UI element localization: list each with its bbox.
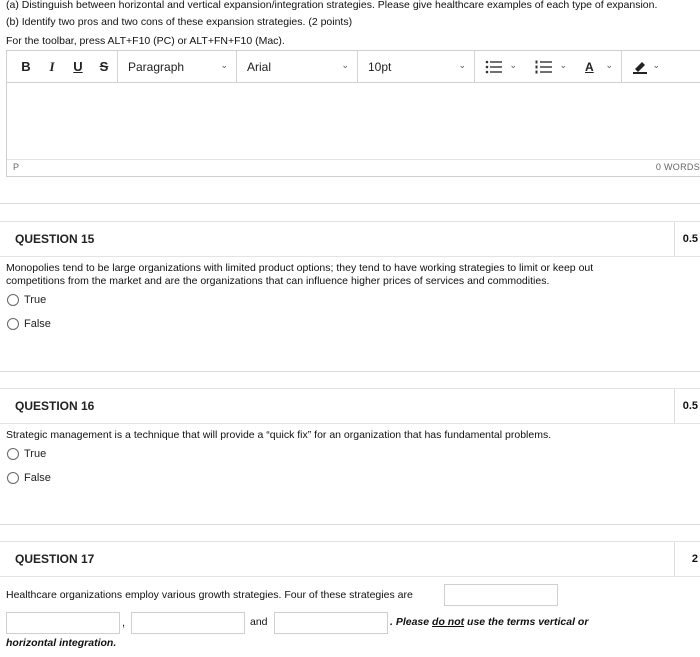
font-size-select[interactable] — [358, 51, 474, 82]
blank-input-3[interactable] — [131, 612, 245, 634]
note-suffix: use the terms vertical or — [464, 616, 589, 628]
bullet-list-icon — [485, 60, 503, 74]
question-15-header — [0, 221, 700, 257]
chevron-down-icon: ⌄ — [220, 60, 228, 70]
instruction-note — [390, 616, 588, 628]
question-title: QUESTION 15 — [15, 232, 95, 246]
blank-input-4[interactable] — [274, 612, 388, 634]
bold-button[interactable]: B — [21, 59, 31, 74]
font-select[interactable] — [237, 51, 357, 82]
instruction-note-line2: horizontal integration. — [6, 637, 117, 649]
paragraph-select[interactable] — [118, 51, 236, 82]
chevron-down-icon: ⌄ — [458, 60, 466, 70]
text-color-icon: A — [585, 59, 594, 74]
option-true[interactable] — [7, 294, 46, 306]
toolbar-hint: For the toolbar, press ALT+F10 (PC) or ALT+FN+F10 (Mac). — [6, 35, 285, 47]
highlight-color-button[interactable] — [622, 51, 668, 82]
comma-text: , — [122, 617, 126, 629]
divider — [0, 371, 700, 372]
chevron-down-icon: ⌄ — [605, 60, 613, 70]
option-false[interactable] — [7, 472, 51, 484]
editor-statusbar — [7, 159, 700, 176]
word-count: 0 WORDS — [655, 162, 700, 172]
bullet-list-button[interactable] — [475, 51, 525, 82]
paragraph-select-value: Paragraph — [128, 59, 185, 74]
option-label: True — [24, 448, 47, 460]
chevron-down-icon: ⌄ — [559, 60, 567, 70]
font-size-select-value: 10pt — [368, 59, 392, 74]
element-path: P — [13, 162, 20, 172]
numbered-list-icon — [535, 60, 553, 74]
note-underlined: do not — [432, 616, 465, 628]
option-true[interactable] — [7, 448, 46, 460]
option-false[interactable] — [7, 318, 51, 330]
option-label: True — [24, 294, 47, 306]
editor-text-area[interactable] — [7, 83, 700, 159]
points-badge: 0.5 — [674, 389, 700, 423]
blank-input-1[interactable] — [444, 584, 558, 606]
blank-input-2[interactable] — [6, 612, 120, 634]
question-title: QUESTION 17 — [15, 552, 95, 566]
option-label: False — [24, 318, 51, 330]
radio-button[interactable] — [7, 294, 19, 306]
note-prefix: . Please — [390, 616, 433, 628]
chevron-down-icon: ⌄ — [652, 60, 660, 70]
question-title: QUESTION 16 — [15, 399, 95, 413]
question-16-header — [0, 388, 700, 424]
divider — [0, 203, 700, 204]
question-17-header — [0, 541, 700, 577]
chevron-down-icon: ⌄ — [341, 60, 349, 70]
option-label: False — [24, 472, 51, 484]
radio-button[interactable] — [7, 472, 19, 484]
highlighter-icon — [632, 60, 648, 74]
text-color-button[interactable] — [575, 51, 621, 82]
question-15-text: Monopolies tend to be large organizations with limited product options; they tend to have working strategies to limit or keep out competitions from the market and are the organizations that can influence higher prices of services and commodities. — [6, 262, 594, 287]
divider — [0, 524, 700, 525]
question-16-text: Strategic management is a technique that will provide a “quick fix” for an organization that has fundamental problems. — [6, 429, 552, 441]
numbered-list-button[interactable] — [525, 51, 575, 82]
question-17-text: Healthcare organizations employ various growth strategies. Four of these strategies are — [6, 589, 413, 601]
points-badge: 2 — [674, 542, 700, 576]
and-text: and — [250, 616, 268, 628]
italic-button[interactable]: I — [49, 58, 55, 74]
radio-button[interactable] — [7, 448, 19, 460]
points-badge: 0.5 — [674, 222, 700, 256]
answer-editor — [6, 50, 700, 177]
strikethrough-button[interactable]: S — [99, 59, 109, 74]
underline-button[interactable]: U — [73, 59, 83, 74]
font-select-value: Arial — [247, 59, 272, 74]
editor-toolbar — [7, 51, 700, 83]
instruction-line-b: (b) Identify two pros and two cons of these expansion strategies. (2 points) — [6, 16, 353, 28]
radio-button[interactable] — [7, 318, 19, 330]
chevron-down-icon: ⌄ — [509, 60, 517, 70]
instruction-line-a: (a) Distinguish between horizontal and vertical expansion/integration strategies. Please give healthcare examples of each type of expansion. — [6, 0, 658, 11]
